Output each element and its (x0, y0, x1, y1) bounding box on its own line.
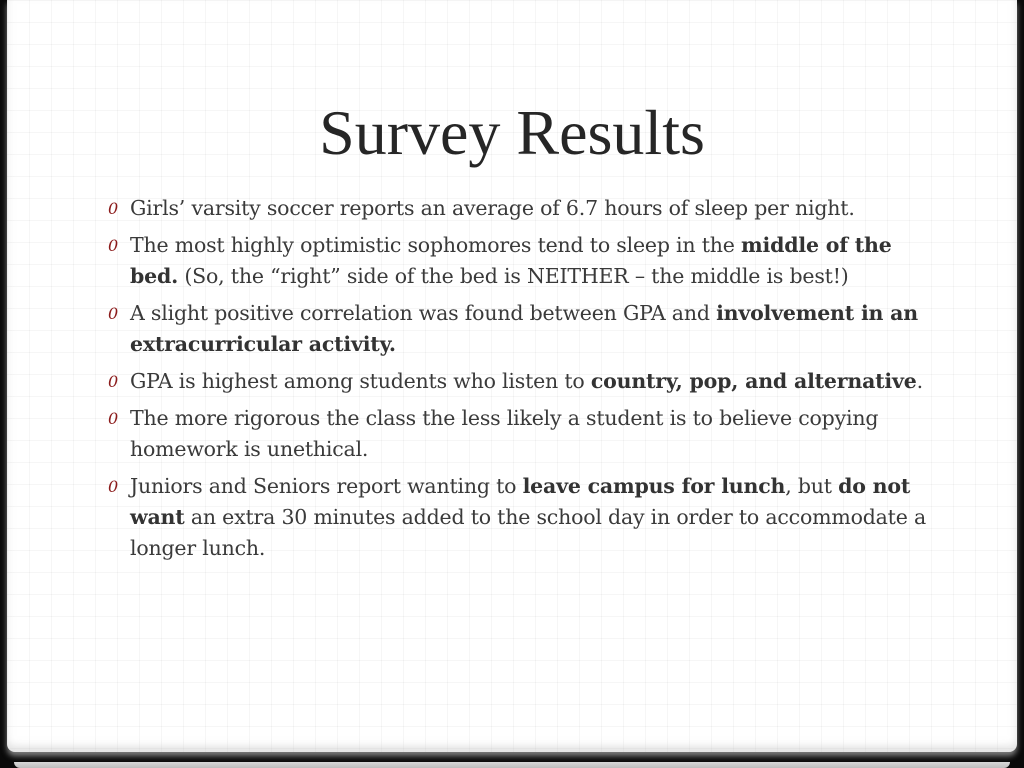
bullet-text: Girls’ varsity soccer reports an average of 6.7 hours of sleep per night. (130, 196, 855, 220)
bullet-text: The most highly optimistic sophomores tend to sleep in the (130, 233, 742, 257)
bullet-text: A slight positive correlation was found between GPA and (130, 301, 717, 325)
bullet-emphasis: do not want (130, 474, 911, 529)
bullet-text: Juniors and Seniors report wanting to (130, 474, 523, 498)
bullet-marker: 0 (108, 304, 118, 323)
bullet-text: an extra 30 minutes added to the school day in order to accommodate a longer lunch. (130, 505, 926, 560)
slide-title: Survey Results (319, 97, 705, 168)
bullet-marker: 0 (108, 236, 118, 255)
bullet-emphasis: country, pop, and alternative (590, 369, 917, 393)
bullet-item-sleep-hours (100, 193, 930, 224)
bullet-text: GPA is highest among students who listen to (130, 369, 591, 393)
slide (7, 0, 1017, 752)
bullet-marker: 0 (108, 409, 118, 428)
bullet-emphasis: leave campus for lunch (522, 474, 786, 498)
bullet-list (100, 193, 930, 570)
bullet-item-bed-side (100, 230, 930, 292)
bullet-emphasis: involvement in an extracurricular activity. (130, 301, 918, 356)
bullet-item-gpa-correlation (100, 298, 930, 360)
bullet-text: The more rigorous the class the less likely a student is to believe copying homework is unethical. (130, 406, 879, 461)
bullet-text: (So, the “right” side of the bed is NEITHER – the middle is best!) (178, 264, 849, 288)
bullet-item-copying (100, 403, 930, 465)
bullet-text: , but (785, 474, 839, 498)
slide-bottom-edge (14, 762, 1010, 768)
bullet-marker: 0 (108, 477, 118, 496)
bullet-item-lunch (100, 471, 930, 564)
bullet-marker: 0 (108, 199, 118, 218)
bullet-text: . (916, 369, 923, 393)
bullet-marker: 0 (108, 372, 118, 391)
bullet-item-music (100, 366, 930, 397)
bullet-emphasis: middle of the bed. (130, 233, 892, 288)
